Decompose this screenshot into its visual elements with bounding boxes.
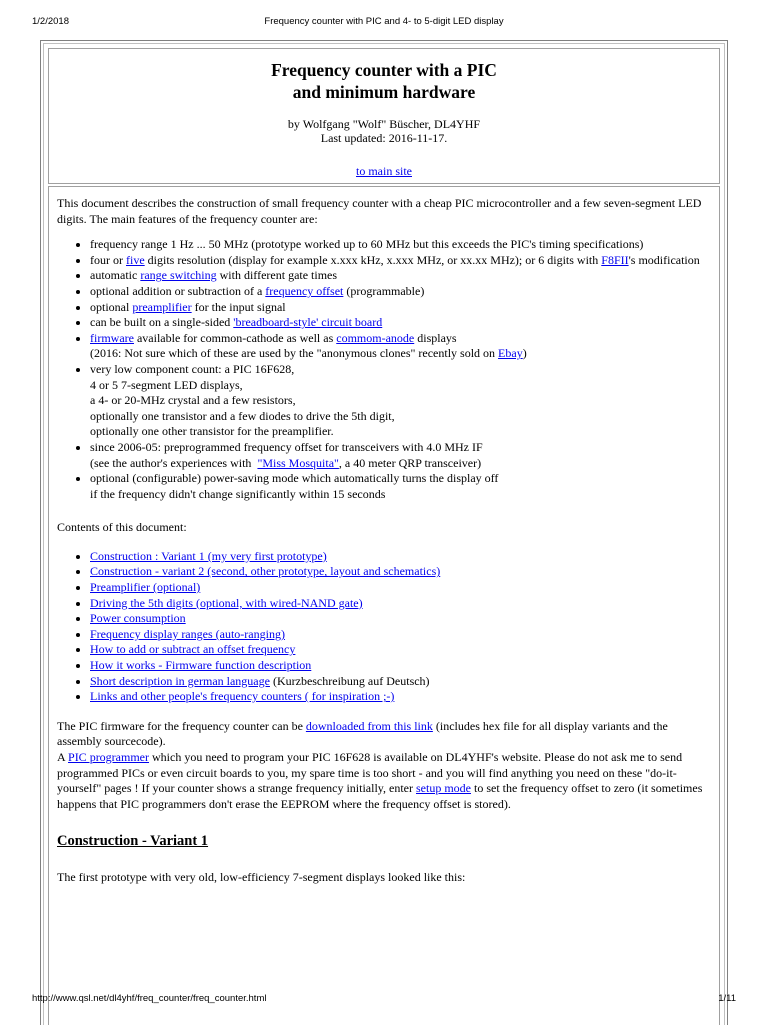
miss-mosquita-link[interactable]: "Miss Mosquita" [257,455,339,470]
setup-mode-link[interactable]: setup mode [416,781,471,796]
contents-item [90,642,711,658]
feature-item [90,471,711,502]
programmer-text: which you need to program your PIC 16F628 is available on DL4YHF's website. Please do not ask me to send programmed PICs or even circuit boards to you, my spare time is too short - and you will find anything you need on these "do-it-yourself" pages ! If your counter shows a strange frequency initially, enter [57,750,683,796]
contents-link-variant1[interactable]: Construction : Variant 1 (my very first prototype) [90,548,327,563]
body-cell [48,186,720,1025]
frequency-offset-link[interactable]: frequency offset [265,283,344,298]
header-cell [48,48,720,184]
print-title: Frequency counter with PIC and 4- to 5-digit LED display [264,16,504,27]
contents-item [90,596,711,612]
breadboard-link[interactable]: 'breadboard-style' circuit board [233,315,383,330]
feature-text: very low component count: a PIC 16F628, [90,361,295,376]
frame-inner [43,43,725,1025]
contents-item [90,627,711,643]
print-header [32,16,736,30]
title-line-2: and minimum hardware [292,82,476,102]
contents-link-preamplifier[interactable]: Preamplifier (optional) [90,580,201,595]
contents-item [90,674,711,690]
title-line-1: Frequency counter with a PIC [271,60,497,80]
feature-text: available for common-cathode as well as [133,330,337,345]
contents-item [90,611,711,627]
contents-item [90,689,711,705]
feature-text: optionally one transistor and a few diodes to drive the 5th digit, [90,408,395,423]
contents-item [90,580,711,596]
feature-item [90,362,711,440]
contents-list [57,549,711,705]
firmware-paragraph [57,719,711,813]
pic-programmer-link[interactable]: PIC programmer [68,750,149,764]
intro-paragraph: This document describes the construction of small frequency counter with a cheap PIC microcontroller and a few seven-segment LED digits. The main features of the frequency counter are: [57,196,702,226]
print-date: 1/2/2018 [32,16,69,27]
feature-text: 's modification [628,252,700,267]
feature-text: , a 40 meter QRP transceiver) [338,455,482,470]
feature-text: optional (configurable) power-saving mode which automatically turns the display off [90,471,499,486]
section-heading-variant1: Construction - Variant 1 [57,833,209,850]
contents-item [90,564,711,580]
ebay-link[interactable]: Ebay [498,346,523,361]
feature-text: (see the author's experiences with [90,455,258,470]
feature-list [57,237,711,502]
feature-text: digits resolution (display for example x.xxx kHz, x.xxx MHz, or xx.xx MHz); or 6 digits with [144,252,602,267]
contents-link-german[interactable]: Short description in german language [90,673,270,688]
contents-link-5th-digit[interactable]: Driving the 5th digits (optional, with wired-NAND gate) [90,595,363,610]
byline [49,117,719,145]
programmer-text: A [57,750,69,764]
firmware-text: (includes hex file for all display variants and the assembly sourcecode). [57,718,668,749]
print-page-number: 1/11 [718,993,736,1004]
contents-item [90,549,711,565]
feature-item [90,315,711,331]
contents-link-ranges[interactable]: Frequency display ranges (auto-ranging) [90,626,285,641]
firmware-link[interactable]: firmware [90,330,134,345]
section-text: The first prototype with very old, low-efficiency 7-segment displays looked like this: [57,870,466,885]
preamplifier-link[interactable]: preamplifier [132,299,192,314]
range-switching-link[interactable]: range switching [140,268,217,283]
common-anode-link[interactable]: commom-anode [336,330,415,345]
feature-item [90,284,711,300]
page-title [49,59,719,103]
firmware-text: The PIC firmware for the frequency counter can be [57,718,306,733]
contents-link-links[interactable]: Links and other people's frequency counters ( for inspiration ;-) [90,689,395,704]
feature-text: frequency range 1 Hz ... 50 MHz (prototype worked up to 60 MHz but this exceeds the PIC's timing specifications) [90,237,644,252]
feature-text: 4 or 5 7-segment LED displays, [90,377,243,392]
feature-text: since 2006-05: preprogrammed frequency offset for transceivers with 4.0 MHz IF [90,439,483,454]
feature-text: a 4- or 20-MHz crystal and a few resistors, [90,393,296,408]
print-footer [32,993,736,1007]
contents-link-offset[interactable]: How to add or subtract an offset frequency [90,642,296,657]
feature-item [90,268,711,284]
download-link[interactable]: downloaded from this link [305,718,433,733]
feature-text: optional addition or subtraction of a [90,283,266,298]
feature-text: optional [90,299,133,314]
contents-item [90,658,711,674]
contents-link-how-it-works[interactable]: How it works - Firmware function description [90,658,312,673]
feature-text: with different gate times [216,268,338,283]
feature-text: optionally one other transistor for the preamplifier. [90,424,334,439]
feature-text: (2016: Not sure which of these are used by the "anonymous clones" recently sold on [90,346,499,361]
feature-text: can be built on a single-sided [90,315,234,330]
feature-item [90,440,711,471]
main-site-link[interactable]: to main site [356,164,412,178]
page-frame [40,40,728,1025]
feature-item [90,331,711,362]
main-site-row [49,164,719,178]
last-updated: Last updated: 2016-11-17. [320,131,448,145]
five-digits-link[interactable]: five [126,252,145,267]
feature-text: (programmable) [343,283,425,298]
f8fii-link[interactable]: F8FII [601,252,629,267]
feature-text: for the input signal [191,299,286,314]
feature-text: four or [90,252,126,267]
print-url: http://www.qsl.net/dl4yhf/freq_counter/freq_counter.html [32,993,267,1004]
feature-text: displays [414,330,457,345]
contents-text: (Kurzbeschreibung auf Deutsch) [269,673,430,688]
author: by Wolfgang "Wolf" Büscher, DL4YHF [287,117,481,131]
feature-item [90,253,711,269]
feature-text: ) [522,346,527,361]
contents-link-variant2[interactable]: Construction - variant 2 (second, other prototype, layout and schematics) [90,564,441,579]
contents-link-power[interactable]: Power consumption [90,611,186,626]
contents-label: Contents of this document: [57,520,187,535]
feature-text: if the frequency didn't change significantly within 15 seconds [90,486,386,501]
feature-item [90,300,711,316]
feature-text: automatic [90,268,141,283]
programmer-text: to set the frequency offset to zero (it sometimes happens that PIC programmers don't erase the EEPROM where the frequency offset is stored). [57,781,703,811]
feature-item [90,237,711,253]
